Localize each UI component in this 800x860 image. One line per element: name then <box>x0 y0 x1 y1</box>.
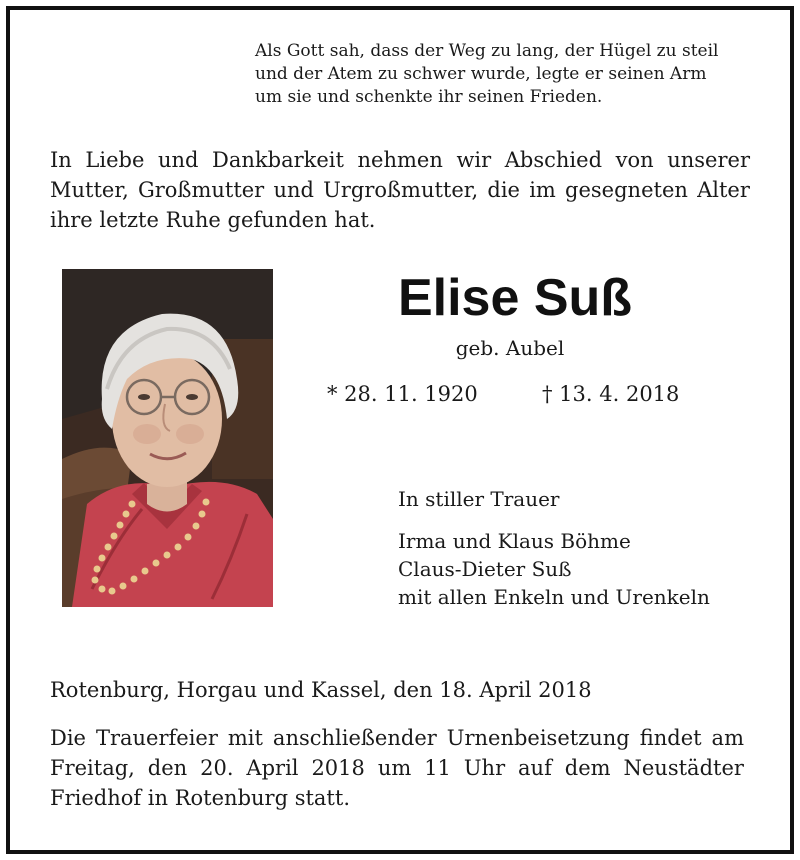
service-line-1 <box>50 723 744 753</box>
word: 2018 <box>311 756 365 780</box>
word: um <box>377 756 412 780</box>
verse-line: Als Gott sah, dass der Weg zu lang, der Hügel zu steil <box>255 41 719 61</box>
word: In <box>50 148 72 172</box>
mourner-name: Claus-Dieter Suß <box>398 557 572 581</box>
mourning-heading: In stiller Trauer <box>398 487 560 511</box>
word: anschließender <box>272 726 437 750</box>
maiden-name: geb. Aubel <box>455 336 565 360</box>
mourners-block <box>398 485 710 611</box>
word: von <box>615 148 654 172</box>
service-line-2 <box>50 753 744 783</box>
word: nehmen <box>357 148 443 172</box>
word: Mutter, <box>50 178 129 202</box>
word: gesegneten <box>565 178 688 202</box>
word: Trauerfeier <box>95 726 218 750</box>
verse-line: und der Atem zu schwer wurde, legte er seinen Arm <box>255 64 707 84</box>
word: Die <box>50 726 86 750</box>
word: Liebe <box>85 148 145 172</box>
word: unserer <box>667 148 750 172</box>
verse-line: um sie und schenkte ihr seinen Frieden. <box>255 87 603 107</box>
word: Urgroßmutter, <box>323 178 479 202</box>
word: Freitag, <box>50 756 135 780</box>
word: April <box>246 756 299 780</box>
word: Uhr <box>463 756 506 780</box>
word: dem <box>564 756 611 780</box>
word: auf <box>518 756 552 780</box>
word: 11 <box>424 756 451 780</box>
word: den <box>147 756 188 780</box>
word: die <box>487 178 520 202</box>
word: und <box>273 178 314 202</box>
word: am <box>711 726 744 750</box>
deceased-name: Elise Suß <box>397 269 633 327</box>
word: Großmutter <box>137 178 265 202</box>
word: im <box>529 178 556 202</box>
farewell-line-1 <box>50 145 750 175</box>
funeral-service-notice <box>50 723 744 813</box>
word: mit <box>227 726 263 750</box>
word: Abschied <box>504 148 603 172</box>
word: und <box>157 148 199 172</box>
memorial-verse <box>255 40 755 109</box>
word: Dankbarkeit <box>212 148 344 172</box>
word: Neustädter <box>623 756 744 780</box>
mourner-name: Irma und Klaus Böhme <box>398 529 631 553</box>
portrait-illustration <box>62 269 273 607</box>
portrait-photo <box>62 269 273 607</box>
farewell-text <box>50 145 750 235</box>
word: Urnenbeisetzung <box>446 726 630 750</box>
mourner-name: mit allen Enkeln und Urenkeln <box>398 585 710 609</box>
word: Alter <box>697 178 750 202</box>
place-and-date: Rotenburg, Horgau und Kassel, den 18. April 2018 <box>50 678 592 702</box>
death-date: † 13. 4. 2018 <box>542 382 680 406</box>
word: wir <box>456 148 492 172</box>
service-line-3: Friedhof in Rotenburg statt. <box>50 786 350 810</box>
farewell-line-3: ihre letzte Ruhe gefunden hat. <box>50 208 376 232</box>
birth-date: * 28. 11. 1920 <box>327 382 478 406</box>
farewell-line-2 <box>50 175 750 205</box>
word: findet <box>639 726 702 750</box>
word: 20. <box>200 756 234 780</box>
